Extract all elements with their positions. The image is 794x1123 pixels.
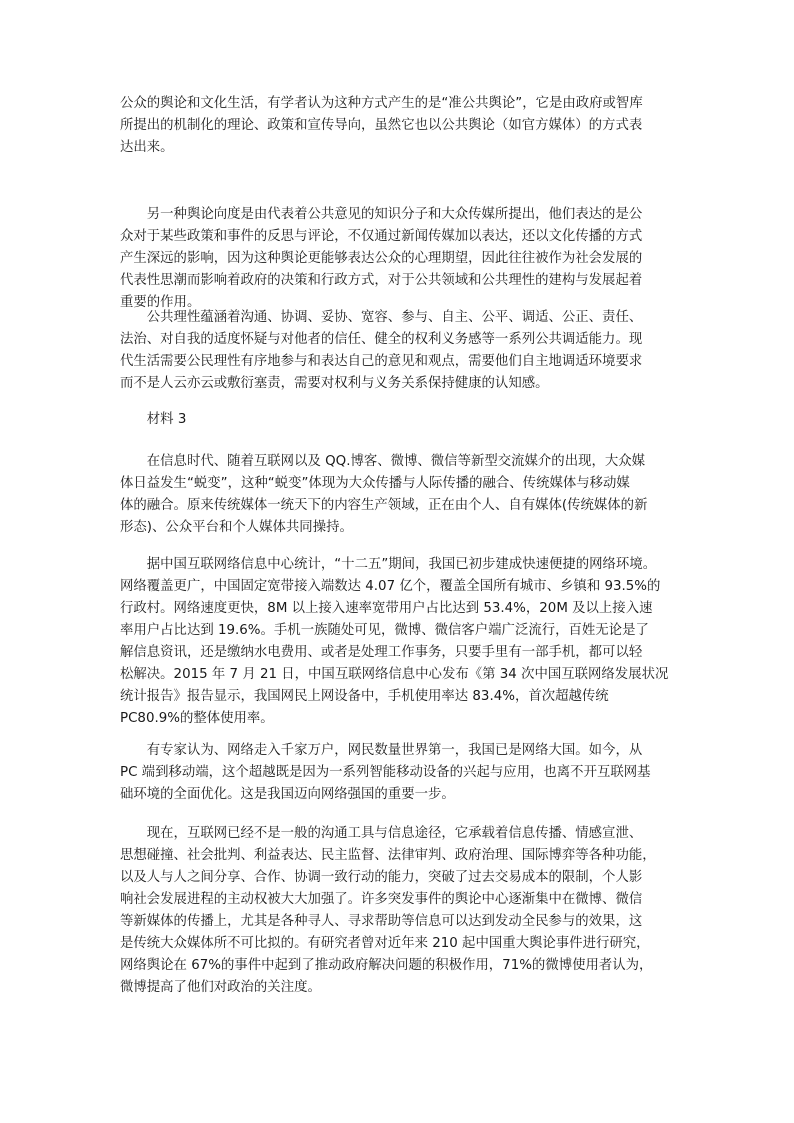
text-line: 现在，互联网已经不是一般的沟通工具与信息途径，它承载着信息传播、情感宣泄、 [120,826,643,841]
heading-text: 材料 3 [120,412,187,427]
text-line: 以及人与人之间分享、合作、协调一致行动的能力，突破了过去交易成本的限制，个人影 [120,870,643,885]
text-line: PC 端到移动端，这个超越既是因为一系列智能移动设备的兴起与应用，也离不开互联网基 [120,765,651,780]
text-line: 思想碰撞、社会批判、利益表达、民主监督、法律审判、政府治理、国际博弈等各种功能， [120,848,656,863]
text-line: 产生深远的影响，因为这种舆论更能够表达公众的心理期望，因此往往被作为社会发展的 [120,251,643,266]
paragraph-public-opinion-intro [120,93,690,159]
text-line: 另一种舆论向度是由代表着公共意见的知识分子和大众传媒所提出，他们表达的是公 [120,207,643,222]
text-line: 代生活需要公民理性有序地参与和表达自己的意见和观点，需要他们自主地调适环境要求 [120,354,643,369]
text-line: 体日益发生“蜕变”，这种“蜕变”体现为大众传播与人际传播的融合、传统媒体与移动媒 [120,476,630,491]
text-line: 率用户占比达到 19.6%。手机一族随处可见，微博、微信客户端广泛流行，百姓无论是了 [120,623,649,638]
text-line: 公众的舆论和文化生活，有学者认为这种方式产生的是“准公共舆论”，它是由政府或智库 [120,96,643,111]
text-line: 重要的作用。 [120,295,201,310]
section-heading-material-3 [120,409,690,431]
text-line: 是传统大众媒体所不可比拟的。有研究者曾对近年来 210 起中国重大舆论事件进行研究， [120,936,650,951]
text-line: 行政村。网络速度更快，8M 以上接入速率宽带用户占比达到 53.4%，20M 及以上接入速 [120,601,653,616]
paragraph-internet-functions [120,823,690,999]
text-line: 众对于某些政策和事件的反思与评论，不仅通过新闻传媒加以表达，还以文化传播的方式 [120,229,643,244]
paragraph-network-power [120,740,690,806]
text-line: 网络覆盖更广，中国固定宽带接入端数达 4.07 亿个，覆盖全国所有城市、乡镇和 93.5%的 [120,579,661,594]
text-line: PC80.9%的整体使用率。 [120,711,274,726]
text-line: 法治、对自我的适度怀疑与对他者的信任、健全的权利义务感等一系列公共调适能力。现 [120,332,643,347]
text-line: 础环境的全面优化。这是我国迈向网络强国的重要一步。 [120,787,455,802]
paragraph-opinion-direction [120,204,690,314]
text-line: 形态)、公众平台和个人媒体共同操持。 [120,520,353,535]
text-line: 网络舆论在 67%的事件中起到了推动政府解决问题的积极作用，71%的微博使用者认为， [120,958,653,973]
text-line: 而不是人云亦云或敷衍塞责，需要对权利与义务关系保持健康的认知感。 [120,376,549,391]
paragraph-information-age [120,451,690,539]
text-line: 微博提高了他们对政治的关注度。 [120,980,321,995]
paragraph-network-statistics [120,554,690,730]
text-line: 在信息时代、随着互联网以及 QQ.博客、微博、微信等新型交流媒介的出现，大众媒 [120,454,646,469]
text-line: 松解决。2015 年 7 月 21 日，中国互联网络信息中心发布《第 34 次中国互联网络发展状况 [120,667,669,682]
text-line: 解信息资讯，还是缴纳水电费用、或者是处理工作事务，只要手里有一部手机，都可以轻 [120,645,643,660]
text-line: 所提出的机制化的理论、政策和宣传导向，虽然它也以公共舆论（如官方媒体）的方式表 [120,118,643,133]
text-line: 公共理性蕴涵着沟通、协调、妥协、宽容、参与、自主、公平、调适、公正、责任、 [120,310,643,325]
text-line: 达出来。 [120,140,174,155]
text-line: 统计报告》报告显示，我国网民上网设备中，手机使用率达 83.4%，首次超越传统 [120,689,609,704]
text-line: 体的融合。原来传统媒体一统天下的内容生产领域，正在由个人、自有媒体(传统媒体的新 [120,498,648,513]
text-line: 据中国互联网络信息中心统计，“十二五”期间，我国已初步建成快速便捷的网络环境。 [120,557,657,572]
text-line: 代表性思潮而影响着政府的决策和行政方式，对于公共领域和公共理性的建构与发展起着 [120,273,643,288]
text-line: 响社会发展进程的主动权被大大加强了。许多突发事件的舆论中心逐渐集中在微博、微信 [120,892,643,907]
text-line: 等新媒体的传播上，尤其是各种寻人、寻求帮助等信息可以达到发动全民参与的效果，这 [120,914,643,929]
text-line: 有专家认为、网络走入千家万户，网民数量世界第一，我国已是网络大国。如今，从 [120,743,643,758]
paragraph-public-reason [120,307,690,395]
